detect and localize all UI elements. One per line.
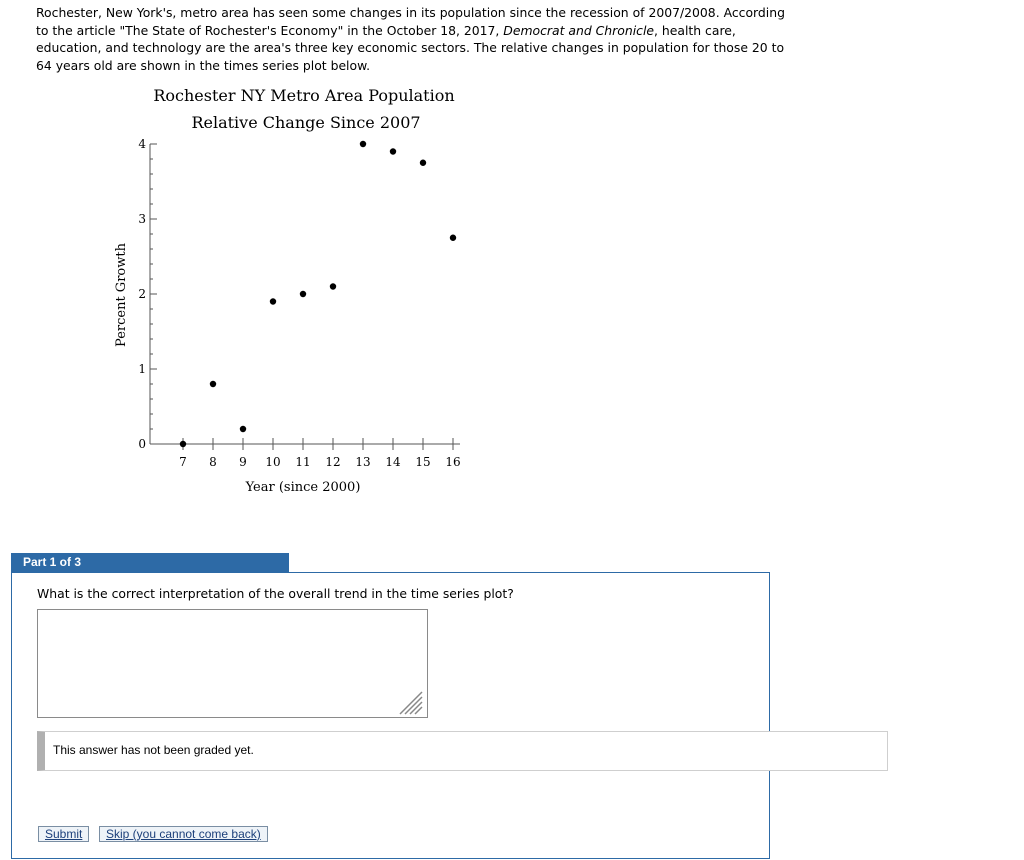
x-tick-label: 13 xyxy=(355,455,371,469)
x-tick-label: 9 xyxy=(239,455,247,469)
data-point xyxy=(420,160,426,166)
x-tick-label: 10 xyxy=(265,455,281,469)
x-tick-label: 8 xyxy=(209,455,217,469)
submit-button[interactable]: Submit xyxy=(38,826,89,842)
y-tick-label: 0 xyxy=(138,437,146,451)
problem-intro xyxy=(36,4,796,74)
intro-text-2: , health care, education, and technology are the area's three key economic sectors. The relative changes in population for those 20 to 64 years old are shown in the times series plot below. xyxy=(36,22,785,73)
x-tick-label: 14 xyxy=(385,455,401,469)
x-tick-label: 12 xyxy=(325,455,341,469)
answer-input[interactable] xyxy=(37,609,428,718)
x-tick-label: 7 xyxy=(179,455,187,469)
x-tick-label: 16 xyxy=(445,455,461,469)
data-point xyxy=(330,283,336,289)
x-tick-label: 11 xyxy=(295,455,311,469)
intro-text-1: Rochester, New York's, metro area has seen some changes in its population since the recession of 2007/2008. According to the article "The State of Rochester's Economy" in the October 18, 2017, xyxy=(36,5,785,38)
grade-status-box xyxy=(37,731,888,771)
data-point xyxy=(450,235,456,241)
resize-grip-icon[interactable] xyxy=(396,688,424,716)
x-axis-label: Year (since 2000) xyxy=(245,480,361,495)
data-point xyxy=(390,148,396,154)
data-point xyxy=(270,298,276,304)
data-point xyxy=(240,426,246,432)
data-point xyxy=(300,291,306,297)
tick-marks xyxy=(138,137,460,469)
question-text: What is the correct interpretation of the overall trend in the time series plot? xyxy=(37,586,514,601)
data-point xyxy=(180,441,186,447)
chart-subtitle: Relative Change Since 2007 xyxy=(191,113,421,132)
y-tick-label: 4 xyxy=(138,137,146,151)
y-tick-label: 3 xyxy=(138,212,146,226)
skip-button[interactable]: Skip (you cannot come back) xyxy=(99,826,268,842)
time-series-plot xyxy=(100,80,500,510)
source-name: Democrat and Chronicle xyxy=(503,22,655,38)
part-header: Part 1 of 3 xyxy=(11,553,289,572)
chart-title: Rochester NY Metro Area Population xyxy=(153,86,455,105)
data-point xyxy=(360,141,366,147)
y-axis-label: Percent Growth xyxy=(114,243,129,347)
y-tick-label: 1 xyxy=(138,362,146,376)
data-points xyxy=(180,141,456,447)
grade-status-text: This answer has not been graded yet. xyxy=(53,743,254,757)
y-tick-label: 2 xyxy=(138,287,146,301)
data-point xyxy=(210,381,216,387)
x-tick-label: 15 xyxy=(415,455,431,469)
